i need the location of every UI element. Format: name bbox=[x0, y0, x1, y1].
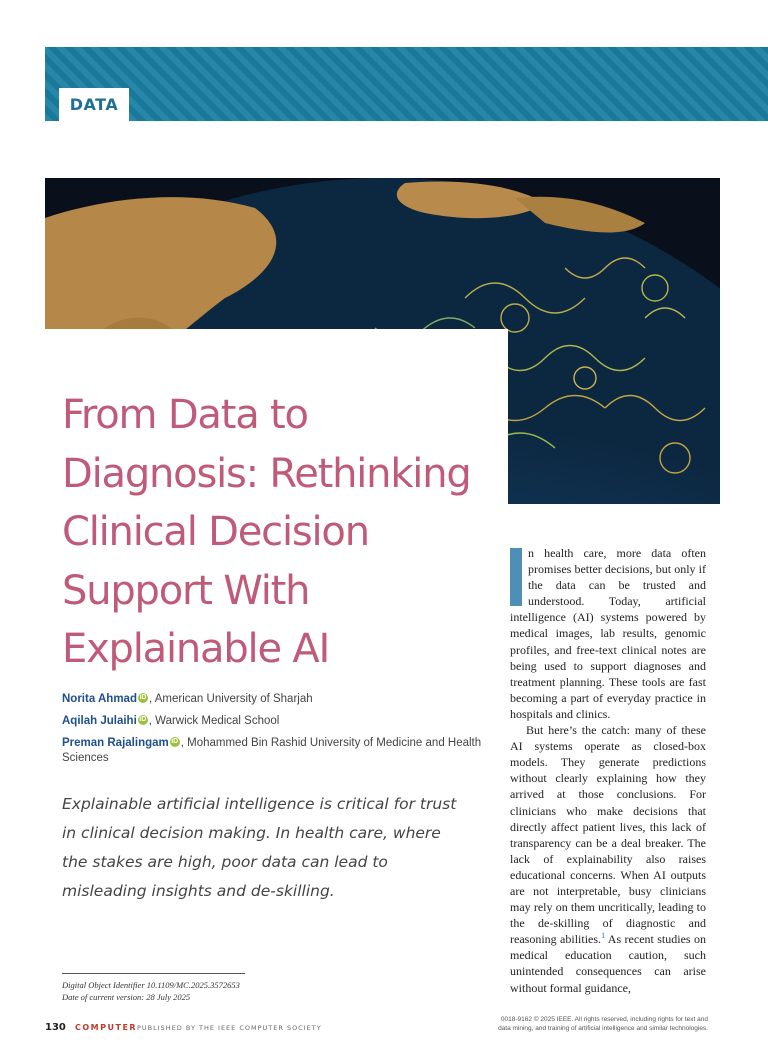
section-tag: DATA bbox=[59, 88, 129, 121]
orcid-icon[interactable]: iD bbox=[139, 694, 147, 701]
page-number: 130 bbox=[45, 1022, 66, 1033]
body-text: But here’s the catch: many of these AI systems operate as closed-box models. They generate predictions without clearly explaining how they arrived at those conclusions. For clinicians who make decisions that directly affect patient lives, this lack of transparency can be a deal breaker. The lack of explainability also raises educational concerns. When AI outputs are not interpretable, busy clinicians may rely on them uncritically, leading to the de-skilling of diagnostic and reasoning abilities. bbox=[510, 723, 706, 947]
header-banner bbox=[45, 47, 768, 121]
author-name[interactable]: Norita Ahmad bbox=[62, 693, 137, 705]
author-affiliation: American University of Sharjah bbox=[154, 693, 313, 705]
body-text: n health care, more data often promises better decisions, but only if the data can be trusted and understood. Today, artificial intelligence (AI) systems powered by medical images, lab results, genomic profiles, and free-text clinical notes are being used to support diagnoses and treatment planning. These tools are fast becoming a part of everyday practice in hospitals and clinics. bbox=[510, 546, 706, 721]
author-list bbox=[62, 692, 482, 773]
dropcap-bar bbox=[510, 548, 522, 606]
author-name[interactable]: Aqilah Julaihi bbox=[62, 715, 137, 727]
footnote bbox=[62, 979, 240, 1003]
date-line: Date of current version: 28 July 2025 bbox=[62, 992, 191, 1002]
body-paragraph bbox=[510, 722, 706, 996]
orcid-icon[interactable]: iD bbox=[171, 738, 179, 745]
copyright-line: 0018-9162 © 2025 IEEE. All rights reserved, including rights for text and bbox=[500, 1016, 708, 1023]
copyright-line: data mining, and training of artificial intelligence and similar technologies. bbox=[498, 1025, 708, 1032]
author-affiliation: Mohammed Bin Rashid University of Medicine and Health Sciences bbox=[62, 737, 482, 764]
author-affiliation: Warwick Medical School bbox=[155, 715, 280, 727]
body-paragraph bbox=[510, 545, 706, 722]
body-text: As recent studies on medical education caution, such unintended consequences can arise without formal guidance, bbox=[510, 932, 706, 995]
author-entry: Aqilah Julaihi iD , Warwick Medical School bbox=[62, 715, 280, 727]
orcid-icon[interactable]: iD bbox=[139, 716, 147, 723]
author-entry: Norita Ahmad iD , American University of Sharjah bbox=[62, 693, 313, 705]
author-entry: Preman Rajalingam iD , Mohammed Bin Rashid University of Medicine and Health Sciences bbox=[62, 737, 482, 764]
abstract: Explainable artificial intelligence is critical for trust in clinical decision making. In health care, where the stakes are high, poor data can lead to misleading insights and de-skilling. bbox=[62, 795, 457, 900]
author-name[interactable]: Preman Rajalingam bbox=[62, 737, 169, 749]
article-title: From Data to Diagnosis: Rethinking Clinical Decision Support With Explainable AI bbox=[62, 392, 471, 672]
doi-line[interactable]: Digital Object Identifier 10.1109/MC.2025.3572653 bbox=[62, 980, 240, 990]
footnote-divider bbox=[62, 973, 245, 974]
body-column bbox=[510, 545, 706, 996]
reference-link[interactable]: 1 bbox=[601, 931, 606, 941]
publisher-line: PUBLISHED BY THE IEEE COMPUTER SOCIETY bbox=[137, 1024, 322, 1032]
copyright-notice bbox=[440, 1015, 708, 1033]
magazine-name: COMPUTER bbox=[75, 1023, 138, 1032]
